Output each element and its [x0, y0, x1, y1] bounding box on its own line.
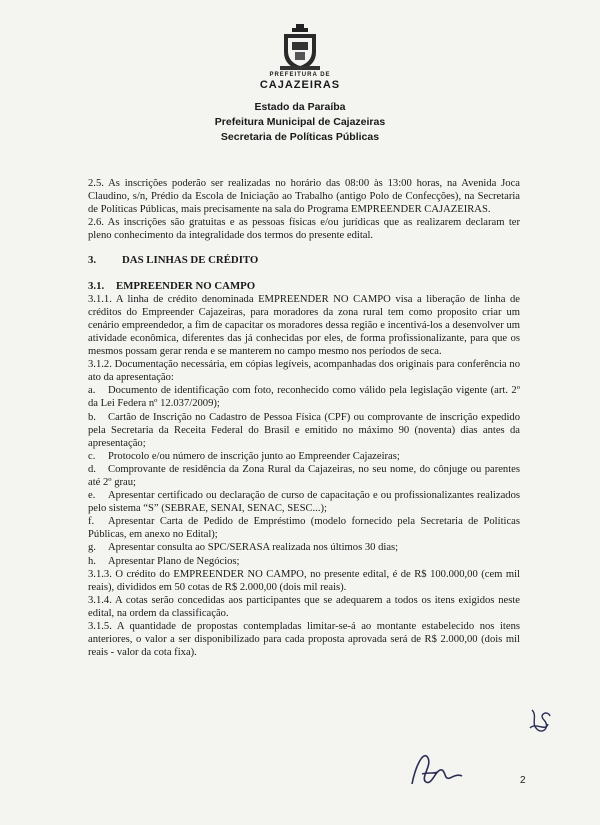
- list-item-letter: b.: [88, 411, 96, 423]
- list-item: [88, 411, 520, 450]
- list-item-text: Documento de identificação com foto, reconhecido como válido pela legislação vigente (art. 2º da Lei Federa nº 12.037/2009);: [88, 385, 520, 410]
- list-item-letter: e.: [88, 490, 96, 502]
- section-3-number: 3.: [88, 254, 97, 267]
- document-body: [88, 177, 520, 659]
- list-item-text: Apresentar consulta ao SPC/SERASA realizada nos últimos 30 dias;: [108, 542, 399, 554]
- list-item-letter: h.: [88, 555, 96, 567]
- document-list: [88, 384, 520, 567]
- list-item-text: Cartão de Inscrição no Cadastro de Pessoa Física (CPF) ou comprovante de inscrição expedido pela Secretaria da Receita Federal do Brasil e emitido no máximo 90 (noventa) dias antes da apresentação;: [88, 411, 520, 449]
- list-item-text: Protocolo e/ou número de inscrição junto ao Empreender Cajazeiras;: [108, 450, 400, 462]
- prefeitura-name: CAJAZEIRAS: [259, 79, 341, 91]
- section-3-heading: [88, 254, 520, 267]
- header-state: Estado da Paraíba: [254, 101, 346, 113]
- section-3-title: DAS LINHAS DE CRÉDITO: [122, 254, 259, 267]
- list-item: [88, 450, 520, 463]
- list-item: [88, 463, 520, 489]
- header-prefeitura: Prefeitura Municipal de Cajazeiras: [214, 116, 386, 128]
- list-item-text: Apresentar Carta de Pedido de Empréstimo (modelo fornecido pela Secretaria de Políticas Públicas, em anexo no Edital);: [88, 516, 520, 541]
- paragraph-3-1-1: 3.1.1. A linha de crédito denominada EMPREENDER NO CAMPO visa a liberação de linha de créditos do Empreender Cajazeiras, para moradores da zona rural tem como proposito criar um cenário empreendedor, a fim de capacitar os moradores dessa região e incentivá-los a desenvolver um atividade econômica, diferentes das já conhecidas por eles, de forma profissionalizante, para que os mesmos possam gerar renda e se manterem no campo mesmo nos períodos de seca.: [88, 293, 520, 358]
- list-item: [88, 489, 520, 515]
- paragraph-2-5: 2.5. As inscrições poderão ser realizadas no horário das 08:00 às 13:00 horas, na Avenida Joca Claudino, s/n, Prédio da Escola de Iniciação ao Trabalho (antigo Polo de Confecções), na Secretaria de Políticas Públicas, mais precisamente na sala do Programa EMPREENDER CAJAZEIRAS.: [88, 178, 520, 216]
- paragraph-2-6: 2.6. As inscrições são gratuitas e as pessoas físicas e/ou jurídicas que as realizarem declaram ter pleno conhecimento da integralidade dos termos do presente edital.: [88, 217, 520, 242]
- list-item-text: Apresentar certificado ou declaração de curso de capacitação e ou profissionalizantes realizados pelo sistema “S” (SEBRAE, SENAI, SENAC, SESC...);: [88, 490, 520, 515]
- list-item: [88, 515, 520, 541]
- list-item: [88, 555, 520, 568]
- list-item-letter: d.: [88, 463, 96, 475]
- paragraph-3-1-2: 3.1.2. Documentação necessária, em cópias legíveis, acompanhadas dos originais para conferência no ato da apresentação:: [88, 359, 520, 384]
- handwritten-signature-icon: [402, 744, 464, 792]
- page-number: 2: [520, 775, 526, 786]
- paragraph-3-1-5: 3.1.5. A quantidade de propostas contempladas limitar-se-á ao montante estabelecido nos itens anteriores, o valor a ser disponibilizado para cada proposta aprovada será de R$ 2.000,00 (dois mil reais - valor da cota fixa).: [88, 621, 520, 659]
- prefeitura-label: PREFEITURA DE: [269, 72, 331, 78]
- section-3-1-title: EMPREENDER NO CAMPO: [116, 279, 256, 292]
- list-item-letter: g.: [88, 542, 96, 554]
- list-item: [88, 384, 520, 410]
- list-item-letter: c.: [88, 450, 96, 462]
- initials-signature-icon: [524, 706, 554, 736]
- list-item-letter: a.: [88, 385, 96, 397]
- list-item-text: Comprovante de residência da Zona Rural da Cajazeiras, no seu nome, do cônjuge ou parentes até 2º grau;: [88, 463, 520, 488]
- section-3-1-number: 3.1.: [88, 279, 105, 292]
- city-crest-icon: [278, 22, 322, 72]
- header-secretaria: Secretaria de Políticas Públicas: [220, 131, 380, 143]
- paragraph-3-1-3: 3.1.3. O crédito do EMPREENDER NO CAMPO, no presente edital, é de R$ 100.000,00 (cem mil reais), divididos em 50 cotas de R$ 2.000,00 (dois mil reais).: [88, 568, 520, 593]
- list-item: [88, 541, 520, 554]
- section-3-1-heading: [88, 280, 520, 293]
- list-item-text: Apresentar Plano de Negócios;: [108, 555, 240, 567]
- list-item-letter: f.: [88, 516, 95, 528]
- paragraph-3-1-4: 3.1.4. A cotas serão concedidas aos participantes que se adequarem a todos os itens exigidos neste edital, na ordem da classificação.: [88, 594, 520, 619]
